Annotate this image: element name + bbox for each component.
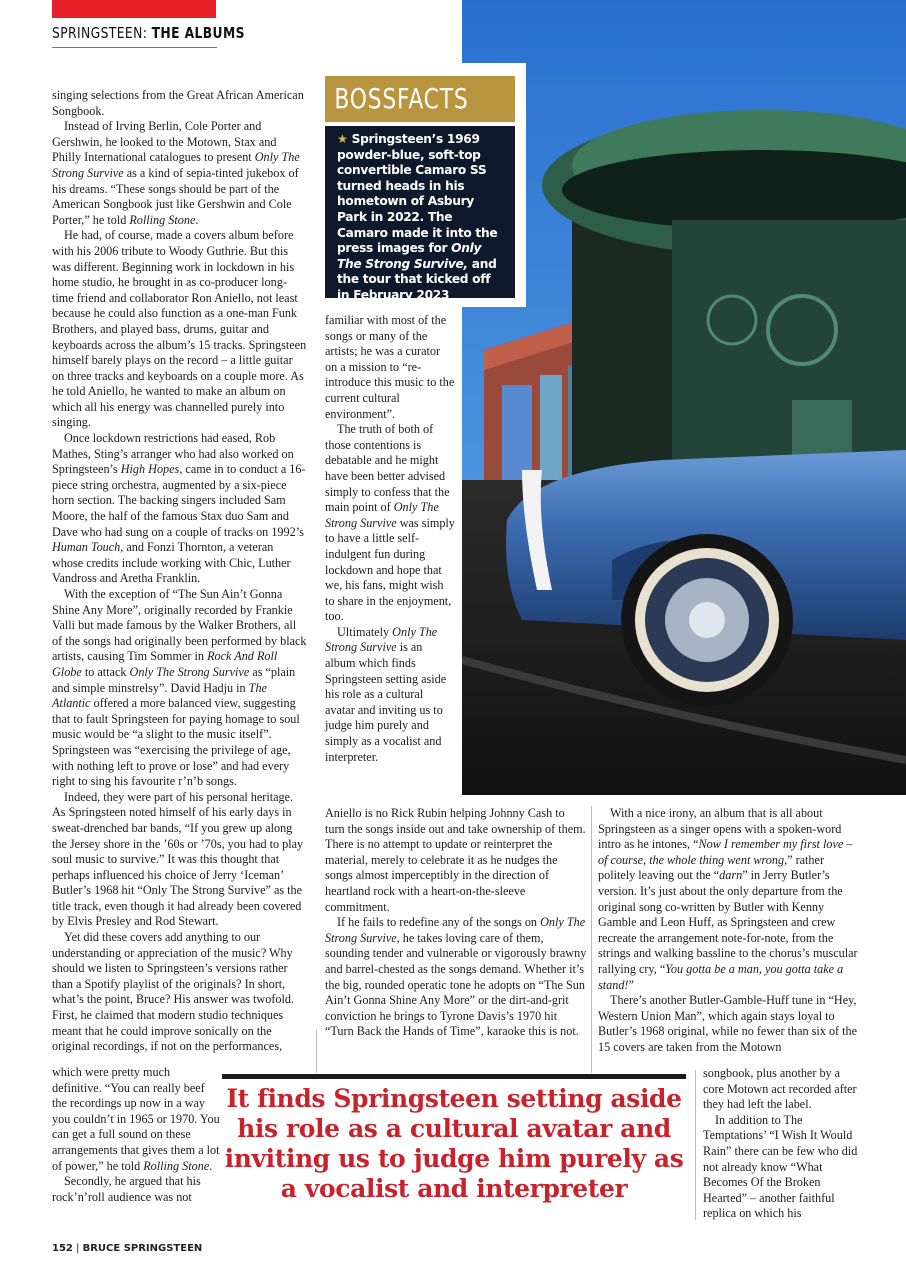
- bossfacts-text: ★ Springsteen’s 1969 powder-blue, soft-top convertible Camaro SS turned heads in his hometown of Asbury Park in 2022. The Camaro made it into the press images for Only The Strong Survive, and the tour that kicked off in February 2023: [337, 132, 498, 302]
- star-icon: ★: [337, 132, 348, 146]
- section-subtitle: THE ALBUMS: [151, 24, 245, 42]
- photo-illustration: [462, 0, 906, 795]
- paragraph: familiar with most of the songs or many of the artists; he was a curator on a mission to “re-introduce this music to the current cultural environment”.: [325, 313, 455, 421]
- paragraph: Once lockdown restrictions had eased, Rob Mathes, Sting’s arranger who had also worked on Springsteen’s High Hopes, came in to conduct a 16-piece string orchestra, augmented by a six-piece horn section. The backing singers included Sam Moore, the half of the famous Stax duo Sam and Dave who had sung on a couple of tracks on 1992’s Human Touch, and Fonzi Thornton, a veteran whose credits include working with Chic, Luther Vandross and Aretha Franklin.: [52, 431, 306, 586]
- column-divider: [695, 1070, 696, 1220]
- paragraph: There’s another Butler-Gamble-Huff tune in “Hey, Western Union Man”, which again stays loyal to Butler’s 1968 original, while no fewer than six of the 15 covers are taken from the Motown: [598, 993, 858, 1054]
- pull-quote: It finds Springsteen setting aside his role as a cultural avatar and inviting us to judge him purely as a vocalist and interpreter: [224, 1084, 684, 1203]
- paragraph: He had, of course, made a covers album before with his 2006 tribute to Woody Guthrie. But this was different. Beginning work in lockdown in his home studio, he brought in as co-producer long-time friend and collaborator Ron Aniello, not least because he could also function as a one-man Funk Brothers, and played bass, drums, guitar and keyboards across the album’s 15 tracks. Springsteen himself barely plays on the record – a little guitar on three tracks and keyboards on a couple more. As he told Aniello, he wanted to make an album on which all his energy was channelled purely into singing.: [52, 228, 307, 430]
- bossfacts-body: [325, 126, 515, 302]
- paragraph: singing selections from the Great African American Songbook.: [52, 88, 304, 118]
- paragraph: Secondly, he argued that his rock’n’roll audience was not: [52, 1174, 201, 1204]
- section-header: [52, 24, 245, 42]
- paragraph: which were pretty much definitive. “You can really beef the recordings up now in a way you couldn’t in 1965 or 1970. You can get a full sound on these arrangements that gives them a lot of power,” he told Rolling Stone.: [52, 1065, 220, 1173]
- article-column-3: [598, 806, 858, 1056]
- paragraph: The truth of both of those contentions is debatable and he might have been better advised simply to confess that the main point of Only The Strong Survive was simply to have a little self-indulgent fun during lockdown and hope that we, his fans, might wish to share in the enjoyment, too.: [325, 422, 455, 624]
- hero-photo-camaro-carousel: [462, 0, 906, 795]
- paragraph: Ultimately Only The Strong Survive is an album which finds Springsteen setting aside his role as a cultural avatar and inviting us to judge him purely and simply as a vocalist and interpreter.: [325, 624, 447, 764]
- article-column-1-continued: [52, 1065, 220, 1205]
- column-divider: [591, 806, 592, 1074]
- paragraph: If he fails to redefine any of the songs on Only The Strong Survive, he takes loving care of them, sounding tender and vulnerable or vigorously brawny and barrel-chested as the songs demand. Whether it’s the big, rounded operatic tone he adopts on “The Sun Ain’t Gonna Shine Any More” or the dirt-and-grit conviction he brings to Tyrone Davis’s 1970 hit “Turn Back the Hands of Time”, karaoke this is not.: [325, 915, 587, 1039]
- article-column-2-continued: [325, 806, 587, 1040]
- paragraph: Indeed, they were part of his personal heritage. As Springsteen noted himself of his early days in sweat-drenched bar bands, “If you grew up along the Jersey shore in the ’60s or ’70s, you had to play soul music to survive.” It was this thought that perhaps influenced his choice of Jerry ‘Iceman’ Butler’s 1968 hit “Only The Strong Survive” as the title track, even though it had already been covered by Elvis Presley and Rod Stewart.: [52, 789, 304, 929]
- page-footer: 152 | BRUCE SPRINGSTEEN: [52, 1243, 203, 1254]
- paragraph: With the exception of “The Sun Ain’t Gonna Shine Any More”, originally recorded by Frankie Valli but made famous by the Walker Brothers, all of the songs had originally been performed by black artists, causing Tim Sommer in Rock And Roll Globe to attack Only The Strong Survive as “plain and simple minstrelsy”. David Hadju in The Atlantic offered a more balanced view, suggesting that to fault Springsteen for paying homage to soul music would be “a slight to the music itself”. Springsteen was “exercising the privilege of age, with nothing left to prove or lose” and had every right to sing his favourite r’n’b songs.: [52, 587, 307, 789]
- paragraph: With a nice irony, an album that is all about Springsteen as a singer opens with a spoken-word intro as he intones, “Now I remember my first love – of course, the whole thing went wrong,” rather politely leaving out the “darn” in Jerry Butler’s version. It’s just about the only departure from the original song co-written by Butler with Kenny Gamble and Leon Huff, as Springsteen and crew recreate the arrangement note-for-note, from the strings and walking bassline to the chorus’s muscular rallying cry, “You gotta be a man, you gotta take a stand!”: [598, 806, 858, 992]
- paragraph: Instead of Irving Berlin, Cole Porter and Gershwin, he looked to the Motown, Stax and Philly International catalogues to present Only The Strong Survive as a kind of sepia-tinted jukebox of his dreams. “These songs should be part of the American Songbook just like Gershwin and Cole Porter,” he told Rolling Stone.: [52, 119, 300, 227]
- paragraph: Yet did these covers add anything to our understanding or appreciation of the music? Why should we listen to Springsteen’s versions rather than a Spotify playlist of the originals? In short, what’s the point, Bruce? His answer was twofold. First, he claimed that modern studio techniques meant that he could improve sonically on the original recordings, if not on the performances,: [52, 930, 295, 1054]
- page-number: 152: [52, 1243, 73, 1254]
- paragraph: In addition to The Temptations’ “I Wish It Would Rain” there can be few who did not already know “What Becomes Of the Broken Hearted” – another faithful replica on which his: [703, 1112, 858, 1221]
- paragraph: Aniello is no Rick Rubin helping Johnny Cash to turn the songs inside out and take ownership of them. There is no attempt to update or reinterpret the material, merely to celebrate it as he nudges the songs almost imperceptibly in the direction of heartland rock with a heart-on-the-sleeve commitment.: [325, 806, 586, 914]
- section-name: SPRINGSTEEN:: [52, 24, 152, 42]
- pull-quote-rule: [222, 1074, 686, 1079]
- paragraph: songbook, plus another by a core Motown act recorded after they had left the label.: [703, 1066, 857, 1112]
- header-rule: [52, 47, 217, 48]
- header-red-bar: [52, 0, 216, 18]
- bossfacts-title: BOSSFACTS: [334, 82, 469, 115]
- article-column-1: [52, 88, 307, 1055]
- article-column-2: [325, 313, 455, 765]
- article-column-3-continued: [703, 1066, 858, 1222]
- publication-name: BRUCE SPRINGSTEEN: [82, 1243, 203, 1254]
- bossfacts-header: [325, 76, 515, 122]
